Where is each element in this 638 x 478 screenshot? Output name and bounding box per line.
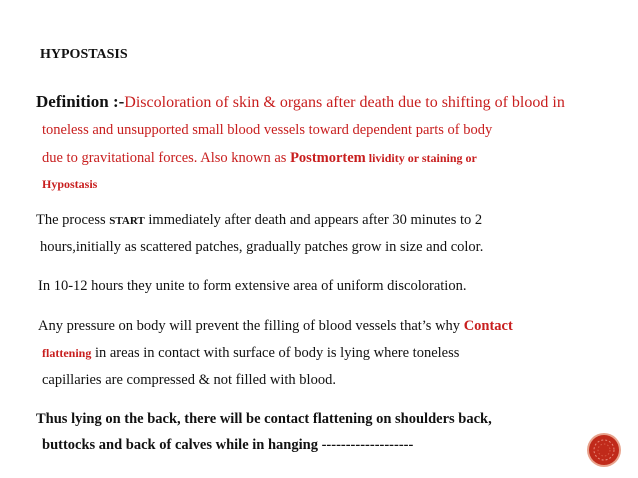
pressure-text-2: in areas in contact with surface of body is lying where toneless (91, 345, 460, 361)
process-line-1 (36, 213, 482, 228)
lividity-term: lividity or staining or (365, 151, 477, 165)
unite-line: In 10-12 hours they unite to form extensive area of uniform discoloration. (38, 278, 467, 294)
conclusion-line-2: buttocks and back of calves while in hanging ------------------- (42, 437, 414, 453)
process-line-2: hours,initially as scattered patches, gradually patches grow in size and color. (40, 239, 484, 255)
hypostasis-term: Hypostasis (42, 177, 98, 191)
decorative-circle-icon (589, 435, 619, 465)
pressure-line-3: capillaries are compressed & not filled with blood. (42, 372, 336, 388)
pressure-line-1 (38, 319, 513, 334)
slide-heading: HYPOSTASIS (40, 47, 128, 62)
process-start-word: START (109, 215, 145, 227)
contact-term: Contact (463, 318, 513, 334)
definition-label: Definition :- (36, 92, 125, 111)
process-prefix: The process (36, 212, 110, 228)
flattening-term: flattening (42, 346, 92, 360)
definition-text-3: due to gravitational forces. Also known as (42, 150, 291, 166)
pressure-text-1: Any pressure on body will prevent the filling of blood vessels that’s why (38, 318, 464, 334)
definition-line-2: toneless and unsupported small blood vessels toward dependent parts of body (42, 122, 493, 138)
pressure-line-2 (42, 346, 459, 361)
definition-line-3 (42, 151, 477, 166)
process-suffix: immediately after death and appears after 30 minutes to 2 (144, 212, 483, 228)
conclusion-line-1: Thus lying on the back, there will be contact flattening on shoulders back, (36, 411, 492, 427)
postmortem-term: Postmortem (290, 150, 366, 166)
definition-text-1: Discoloration of skin & organs after death due to shifting of blood in (124, 94, 565, 111)
definition-line-1 (36, 93, 565, 111)
